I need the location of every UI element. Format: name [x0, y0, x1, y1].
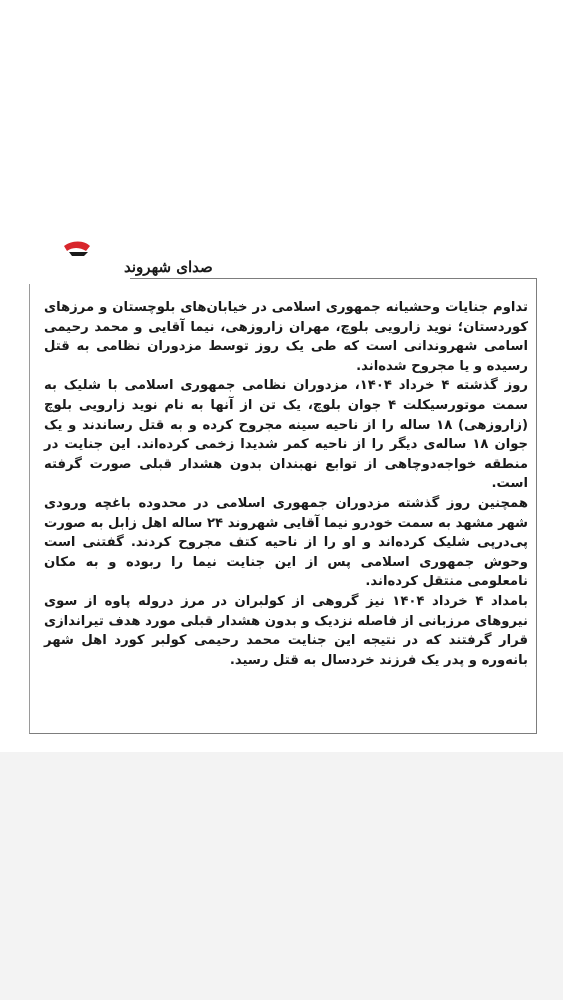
- logo-mark-icon: [20, 234, 213, 284]
- article-paragraph-4: بامداد ۴ خرداد ۱۴۰۴ نیز گروهی از کولبران در مرز دروله پاوه از سوی نیروهای مرزبانی از فاصله نزدیک و بدون هشدار قبلی مورد هدف تیراندازی قرار گرفتند که در نتیجه این جنایت محمد رحیمی کولبر کورد اهل شهر بانه‌وره و پدر یک فرزند خردسال به قتل رسید.: [44, 593, 528, 668]
- article-paragraph-3: همچنین روز گذشته مزدوران جمهوری اسلامی در محدوده باغچه ورودی شهر مشهد به سمت خودرو نیما آقایی شهروند ۲۴ ساله اهل زابل به صورت پی‌درپی شلیک کرده‌اند و او را از ناحیه کتف مجروح کردند. گفتنی است وحوش جمهوری اسلامی پس از این جنایت نیما را ربوده و به مکان نامعلومی منتقل کرده‌اند.: [44, 495, 528, 590]
- article-paragraph-2: روز گذشته ۴ خرداد ۱۴۰۴، مزدوران نظامی جمهوری اسلامی با شلیک به سمت موتورسیکلت ۴ جوان بلوچ، یک تن از آنها به نام نوید زارویی بلوچ (زاروزهی) ۱۸ ساله را از ناحیه سینه مجروح کرده و به قتل رساندند و یک جوان ۱۸ ساله‌ی دیگر را از ناحیه کمر شدیدا زخمی کرده‌اند. این جنایت در منطقه خواجه‌دوچاهی از توابع نهبندان بدون هشدار قبلی صورت گرفته است.: [44, 378, 529, 492]
- article-card: [29, 278, 537, 734]
- brand-logo: [20, 234, 213, 284]
- article-body: [44, 298, 528, 670]
- article-paragraph-1: تداوم جنایات وحشیانه جمهوری اسلامی در خیابان‌های بلوچستان و مرزهای کوردستان؛ نوید زارویی بلوچ، مهران زاروزهی، نیما آقایی و محمد رحیمی اسامی شهروندانی است که طی یک روز توسط مزدوران نظامی به قتل رسیده و یا مجروح شده‌اند.: [44, 300, 528, 374]
- bottom-background: [0, 752, 563, 1000]
- logo-text: صدای شهروند: [124, 258, 213, 276]
